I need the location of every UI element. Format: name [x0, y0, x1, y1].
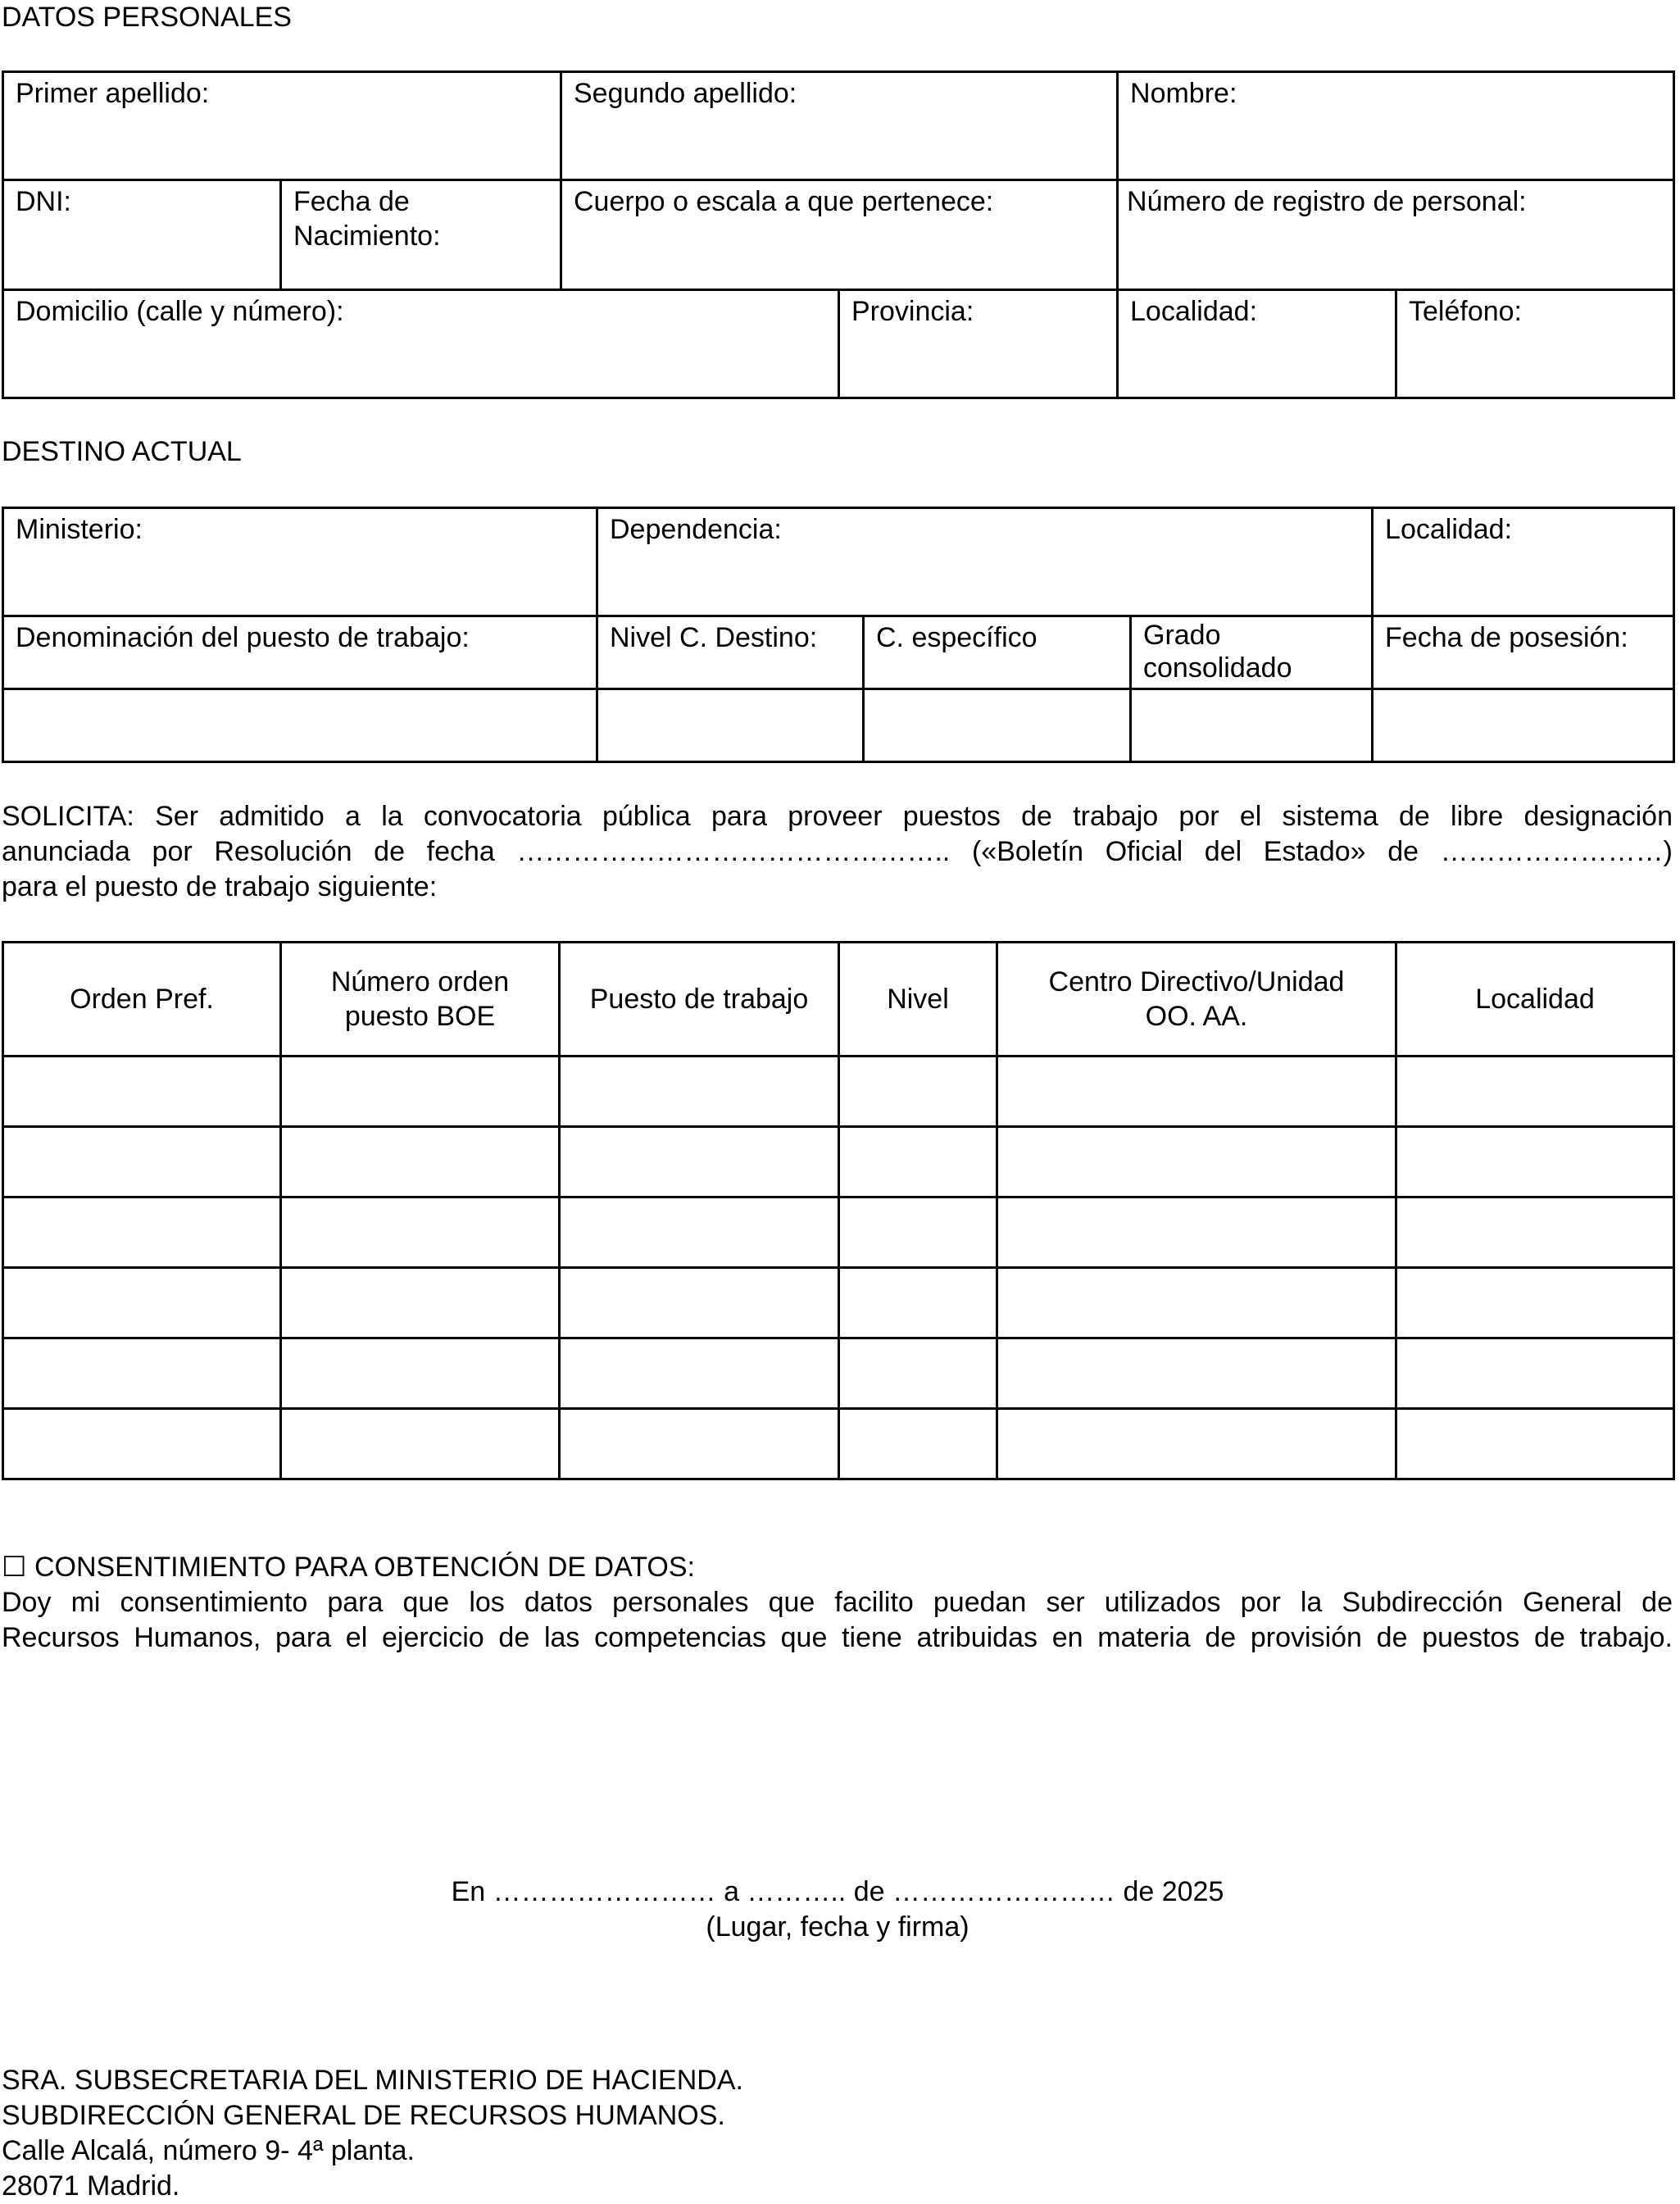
table-cell-input[interactable] — [997, 1338, 1396, 1409]
input-especifico[interactable] — [864, 689, 1131, 762]
label: Denominación del puesto de trabajo: — [16, 622, 470, 653]
table-cell-input[interactable] — [997, 1057, 1396, 1127]
field-fecha-nacimiento[interactable] — [281, 180, 561, 290]
label: Grado — [1143, 620, 1221, 651]
table-cell-input[interactable] — [1396, 1057, 1674, 1127]
table-cell-input[interactable] — [281, 1268, 560, 1338]
field-nrp[interactable] — [1118, 180, 1674, 290]
table-cell-input[interactable] — [560, 1197, 839, 1268]
field-primer-apellido[interactable] — [3, 72, 561, 180]
destino-table — [2, 507, 1675, 763]
label: C. específico — [876, 622, 1038, 653]
header-text: Orden Pref. — [70, 984, 214, 1015]
consent-line: Recursos Humanos, para el ejercicio de las competencias que tiene atribuidas en materia de provisión de puestos de trabajo. — [2, 1622, 1673, 1653]
table-cell-input[interactable] — [281, 1409, 560, 1479]
table-cell-input[interactable] — [560, 1268, 839, 1338]
header-text: Localidad — [1475, 984, 1595, 1015]
table-cell-input[interactable] — [1396, 1127, 1674, 1197]
label: Primer apellido: — [16, 78, 210, 109]
header-text: Centro Directivo/Unidad — [1048, 966, 1345, 997]
table-cell-input[interactable] — [839, 1057, 997, 1127]
header-text: OO. AA. — [1145, 1001, 1248, 1032]
consent-block — [2, 1550, 1673, 1656]
label: Fecha de posesión: — [1385, 622, 1628, 653]
header-text: Nivel — [887, 984, 949, 1015]
table-cell-input[interactable] — [1396, 1268, 1674, 1338]
header-text: puesto BOE — [344, 1001, 496, 1032]
label: Dependencia: — [610, 514, 782, 545]
table-cell-input[interactable] — [3, 1268, 281, 1338]
table-row — [3, 1338, 1674, 1409]
table-cell-input[interactable] — [560, 1127, 839, 1197]
recipient-address — [2, 2063, 743, 2204]
input-nivel[interactable] — [597, 689, 864, 762]
table-row — [3, 1057, 1674, 1127]
label: Segundo apellido: — [574, 78, 797, 109]
label-grado — [1131, 616, 1373, 689]
table-row — [3, 1409, 1674, 1479]
table-row — [3, 1197, 1674, 1268]
label: Teléfono: — [1409, 296, 1523, 327]
signature-caption: (Lugar, fecha y firma) — [706, 1911, 969, 1943]
puestos-table — [2, 941, 1675, 1480]
label: Nivel C. Destino: — [610, 622, 818, 653]
consent-checkbox[interactable]: ☐ — [2, 1552, 27, 1583]
field-dni[interactable] — [3, 180, 281, 290]
consent-title: CONSENTIMIENTO PARA OBTENCIÓN DE DATOS: — [34, 1552, 695, 1583]
header-numero-orden — [281, 943, 560, 1057]
label: Cuerpo o escala a que pertenece: — [574, 186, 994, 217]
address-line: SRA. SUBSECRETARIA DEL MINISTERIO DE HACIENDA. — [2, 2065, 743, 2096]
signature-place-date: En …………………… a ……….. de …………………… de 2025 — [451, 1876, 1224, 1907]
label: Ministerio: — [16, 514, 143, 545]
field-domicilio[interactable] — [3, 290, 839, 398]
input-denominacion[interactable] — [3, 689, 597, 762]
label-denominacion — [3, 616, 597, 689]
table-cell-input[interactable] — [839, 1338, 997, 1409]
header-orden-pref — [3, 943, 281, 1057]
table-cell-input[interactable] — [997, 1268, 1396, 1338]
table-row — [3, 1127, 1674, 1197]
field-cuerpo[interactable] — [561, 180, 1118, 290]
field-dependencia[interactable] — [597, 508, 1373, 616]
table-cell-input[interactable] — [3, 1409, 281, 1479]
label: Localidad: — [1130, 296, 1258, 327]
input-fecha-posesion[interactable] — [1373, 689, 1674, 762]
header-centro-directivo — [997, 943, 1396, 1057]
field-nombre[interactable] — [1118, 72, 1674, 180]
table-cell-input[interactable] — [839, 1197, 997, 1268]
label-especifico — [864, 616, 1131, 689]
table-cell-input[interactable] — [3, 1197, 281, 1268]
address-line: 28071 Madrid. — [2, 2170, 180, 2202]
input-grado[interactable] — [1131, 689, 1373, 762]
table-cell-input[interactable] — [839, 1268, 997, 1338]
table-cell-input[interactable] — [560, 1409, 839, 1479]
table-cell-input[interactable] — [839, 1409, 997, 1479]
solicita-line: SOLICITA: Ser admitido a la convocatoria pública para proveer puestos de trabajo por el sistema de libre designación — [2, 801, 1673, 832]
table-cell-input[interactable] — [997, 1127, 1396, 1197]
section-title-datos-personales: DATOS PERSONALES — [2, 2, 292, 33]
label: Nombre: — [1130, 78, 1237, 109]
field-provincia[interactable] — [839, 290, 1118, 398]
table-cell-input[interactable] — [1396, 1338, 1674, 1409]
label: Localidad: — [1385, 514, 1513, 545]
header-localidad — [1396, 943, 1674, 1057]
table-cell-input[interactable] — [281, 1127, 560, 1197]
field-localidad[interactable] — [1118, 290, 1396, 398]
label: Número de registro de personal: — [1127, 186, 1527, 217]
table-cell-input[interactable] — [560, 1057, 839, 1127]
table-cell-input[interactable] — [3, 1057, 281, 1127]
address-line: Calle Alcalá, número 9- 4ª planta. — [2, 2135, 415, 2166]
header-text: Número orden — [330, 966, 510, 997]
table-cell-input[interactable] — [1396, 1409, 1674, 1479]
table-header-row — [3, 943, 1674, 1057]
table-cell-input[interactable] — [560, 1338, 839, 1409]
label: consolidado — [1143, 652, 1292, 684]
label: Provincia: — [851, 296, 974, 327]
personal-data-table — [2, 70, 1675, 399]
label-fecha-posesion — [1373, 616, 1674, 689]
table-cell-input[interactable] — [1396, 1197, 1674, 1268]
solicita-paragraph — [2, 799, 1673, 905]
field-localidad-destino[interactable] — [1373, 508, 1674, 616]
table-cell-input[interactable] — [839, 1127, 997, 1197]
table-cell-input[interactable] — [281, 1197, 560, 1268]
solicita-line: para el puesto de trabajo siguiente: — [2, 871, 438, 902]
table-cell-input[interactable] — [997, 1409, 1396, 1479]
label: Fecha de — [293, 186, 410, 217]
field-segundo-apellido[interactable] — [561, 72, 1118, 180]
header-nivel — [839, 943, 997, 1057]
label: Nacimiento: — [293, 220, 441, 252]
solicita-line: anunciada por Resolución de fecha ……………………………………….. («Boletín Oficial del Estado» de ……………………) — [2, 836, 1673, 867]
table-cell-input[interactable] — [3, 1127, 281, 1197]
field-telefono[interactable] — [1396, 290, 1674, 398]
consent-line: Doy mi consentimiento para que los datos personales que facilito puedan ser utilizados por la Subdirección General de — [2, 1587, 1673, 1618]
field-ministerio[interactable] — [3, 508, 597, 616]
table-cell-input[interactable] — [281, 1057, 560, 1127]
label-nivel — [597, 616, 864, 689]
address-line: SUBDIRECCIÓN GENERAL DE RECURSOS HUMANOS. — [2, 2100, 725, 2131]
table-cell-input[interactable] — [3, 1338, 281, 1409]
label: Domicilio (calle y número): — [16, 296, 344, 327]
table-cell-input[interactable] — [281, 1338, 560, 1409]
header-text: Puesto de trabajo — [589, 984, 809, 1015]
section-title-destino-actual: DESTINO ACTUAL — [2, 436, 242, 467]
header-puesto — [560, 943, 839, 1057]
label: DNI: — [16, 186, 71, 217]
table-cell-input[interactable] — [997, 1197, 1396, 1268]
table-row — [3, 1268, 1674, 1338]
